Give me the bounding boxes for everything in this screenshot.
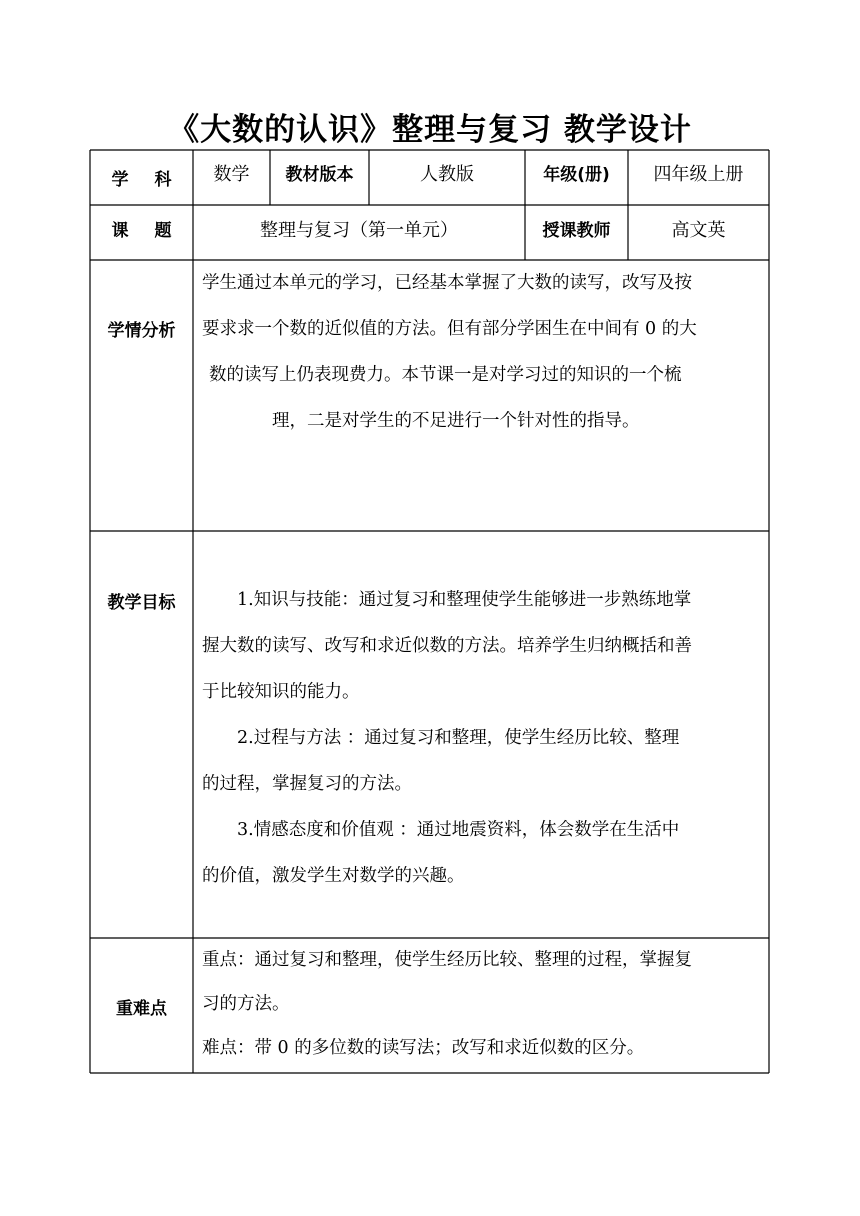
- analysis-line: 数的读写上仍表现费力。本节课一是对学习过的知识的一个梳: [209, 365, 682, 385]
- teacher-label: 授课教师: [542, 221, 611, 241]
- grade-label: 年级(册): [543, 165, 610, 185]
- goals-line: 的过程，掌握复习的方法。: [202, 774, 412, 794]
- subject-value: 数学: [213, 163, 250, 185]
- keypoints-line: 重点：通过复习和整理，使学生经历比较、整理的过程，掌握复: [202, 950, 692, 970]
- analysis-line: 学生通过本单元的学习，已经基本掌握了大数的读写，改写及按: [202, 273, 692, 293]
- subject-label: 学 科: [111, 170, 172, 190]
- keypoints-text: [202, 938, 764, 1070]
- analysis-label: 学情分析: [107, 320, 176, 341]
- goals-line: 的价值，激发学生对数学的兴趣。: [202, 866, 465, 886]
- goals-label: 教学目标: [107, 592, 176, 613]
- edition-label: 教材版本: [285, 165, 354, 185]
- document-title: 《大数的认识》整理与复习 教学设计: [168, 112, 692, 148]
- topic-value: 整理与复习（第一单元）: [260, 219, 458, 241]
- goals-line: 1.知识与技能：通过复习和整理使学生能够进一步熟练地掌: [237, 590, 692, 610]
- analysis-line: 理，二是对学生的不足进行一个针对性的指导。: [272, 411, 640, 431]
- keypoints-line: 习的方法。: [202, 994, 290, 1014]
- keypoints-label: 重难点: [116, 998, 167, 1019]
- goals-line: 握大数的读写、改写和求近似数的方法。培养学生归纳概括和善: [202, 636, 692, 656]
- analysis-text: [202, 260, 764, 444]
- goals-line: 2.过程与方法 ：通过复习和整理，使学生经历比较、整理: [237, 728, 680, 748]
- keypoints-line: 难点：带 0 的多位数的读写法；改写和求近似数的区分。: [202, 1038, 645, 1058]
- goals-text: [202, 577, 764, 899]
- grade-value: 四年级上册: [653, 163, 744, 185]
- teacher-value: 高文英: [671, 219, 726, 241]
- analysis-line: 要求求一个数的近似值的方法。但有部分学困生在中间有 0 的大: [202, 319, 697, 339]
- edition-value: 人教版: [420, 163, 474, 185]
- topic-label: 课 题: [111, 221, 172, 241]
- goals-line: 3.情感态度和价值观 ：通过地震资料，体会数学在生活中: [237, 820, 680, 840]
- goals-line: 于比较知识的能力。: [202, 682, 360, 702]
